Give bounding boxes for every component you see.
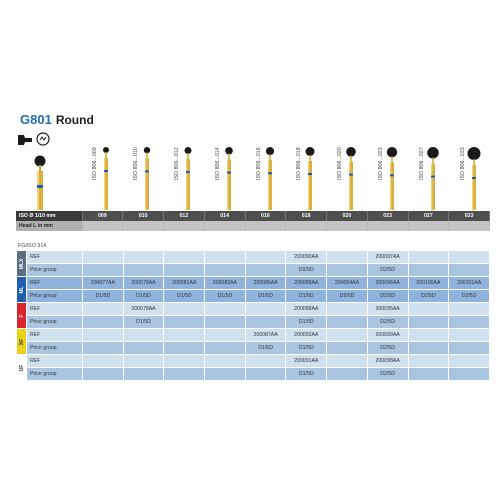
table-cell: 200087AA — [245, 329, 286, 342]
row-label: Price group — [27, 342, 83, 355]
row-label: REF — [27, 355, 83, 368]
table-cell — [327, 316, 368, 329]
table-cell — [449, 342, 490, 355]
iso-size-cell: 012 — [164, 211, 205, 221]
table-cell: D1/5D — [205, 290, 246, 303]
table-cell — [205, 342, 246, 355]
shank-icon — [16, 133, 34, 147]
head-length-cell — [449, 221, 490, 231]
iso-code-label: ISO 806...012 — [174, 147, 180, 180]
table-cell: 200101AA — [449, 277, 490, 290]
iso-code-label: ISO 806...020 — [337, 147, 344, 180]
row-label: Price group — [27, 290, 83, 303]
table-cell — [123, 251, 164, 264]
row-label: Price group — [27, 368, 83, 381]
table-cell — [327, 342, 368, 355]
reference-bur-image — [31, 155, 49, 210]
table-cell — [83, 264, 124, 277]
table-cell — [408, 264, 449, 277]
iso-code-label: ISO 806...018 — [296, 147, 303, 180]
table-cell: 200094AA — [327, 277, 368, 290]
table-cell — [123, 342, 164, 355]
table-cell — [205, 368, 246, 381]
table-cell: D1/5D — [245, 342, 286, 355]
bur-image — [221, 146, 237, 210]
table-cell — [164, 342, 205, 355]
fg-iso-label: FG/ISO 314 — [18, 243, 47, 249]
iso-code-label: ISO 806...027 — [418, 147, 425, 180]
bur-image — [180, 146, 196, 210]
table-cell: D1/5D — [286, 290, 327, 303]
table-row — [17, 290, 490, 303]
bur-image — [466, 146, 482, 210]
table-cell — [164, 368, 205, 381]
table-cell — [327, 251, 368, 264]
table-cell: 200086AA — [245, 277, 286, 290]
table-cell: 200088AA — [286, 303, 327, 316]
table-cell — [449, 303, 490, 316]
table-cell — [449, 368, 490, 381]
table-cell — [245, 303, 286, 316]
table-cell — [449, 251, 490, 264]
table-cell — [327, 303, 368, 316]
head-length-cell — [367, 221, 408, 231]
table-cell — [205, 303, 246, 316]
table-cell — [245, 251, 286, 264]
table-cell: 200098AA — [367, 355, 408, 368]
table-cell — [83, 368, 124, 381]
iso-size-cell: 020 — [327, 211, 368, 221]
table-row — [17, 355, 490, 368]
head-length-cell — [408, 221, 449, 231]
row-label: Price group — [27, 316, 83, 329]
iso-size-cell: 023 — [367, 211, 408, 221]
table-cell: D2/5D — [367, 264, 408, 277]
table-cell: D2/5D — [449, 290, 490, 303]
table-row — [17, 316, 490, 329]
table-cell: D1/5D — [83, 290, 124, 303]
iso-size-cell: 014 — [204, 211, 245, 221]
table-cell: D2/5D — [327, 290, 368, 303]
table-cell: D2/5D — [367, 316, 408, 329]
table-row — [17, 264, 490, 277]
head-length-cell — [82, 221, 123, 231]
table-cell: 200095AA — [367, 303, 408, 316]
iso-size-cell: 016 — [245, 211, 286, 221]
table-row — [17, 251, 490, 264]
grit-marker — [17, 251, 27, 277]
product-title — [20, 112, 94, 127]
table-cell: 200081AA — [164, 277, 205, 290]
row-label: Price group — [27, 264, 83, 277]
table-cell: D2/5D — [367, 368, 408, 381]
bur-image — [343, 146, 359, 210]
table-cell — [123, 329, 164, 342]
row-label: REF — [27, 329, 83, 342]
table-row — [17, 303, 490, 316]
table-cell: 200099AA — [367, 329, 408, 342]
table-cell — [408, 342, 449, 355]
table-cell — [83, 355, 124, 368]
iso-size-cell: 027 — [408, 211, 449, 221]
table-cell — [408, 355, 449, 368]
iso-size-cell: 018 — [286, 211, 327, 221]
head-length-cell — [123, 221, 164, 231]
table-cell — [245, 368, 286, 381]
row-label: REF — [27, 277, 83, 290]
table-cell — [123, 368, 164, 381]
table-cell — [449, 329, 490, 342]
iso-code-label: ISO 806...009 — [92, 147, 99, 180]
bur-image — [425, 146, 441, 210]
head-length-cell — [164, 221, 205, 231]
iso-size-cell: 033 — [449, 211, 490, 221]
row-label: REF — [27, 251, 83, 264]
iso-code-label: ISO 806...010 — [133, 147, 140, 180]
grit-marker — [17, 277, 27, 303]
table-cell: D1/5D — [123, 316, 164, 329]
table-row — [17, 368, 490, 381]
table-cell — [245, 316, 286, 329]
table-cell — [83, 251, 124, 264]
table-cell: D1/5D — [245, 290, 286, 303]
bur-image — [98, 146, 114, 210]
product-name: Round — [55, 113, 94, 127]
table-cell: D1/5D — [286, 368, 327, 381]
table-cell — [408, 368, 449, 381]
table-cell — [205, 355, 246, 368]
table-row — [17, 342, 490, 355]
head-length-label: Head L in mm — [16, 221, 82, 231]
table-cell — [83, 316, 124, 329]
ref-price-table — [16, 250, 490, 381]
table-cell — [408, 303, 449, 316]
table-cell — [83, 329, 124, 342]
table-cell: 200100AA — [408, 277, 449, 290]
table-cell: 200096AA — [367, 277, 408, 290]
table-cell — [83, 342, 124, 355]
bur-image — [384, 146, 400, 210]
table-cell — [164, 316, 205, 329]
bur-image — [302, 146, 318, 210]
table-cell — [408, 251, 449, 264]
table-cell — [123, 264, 164, 277]
table-cell — [327, 355, 368, 368]
head-length-row — [16, 221, 490, 231]
head-length-cell — [204, 221, 245, 231]
product-code: G801 — [20, 112, 52, 127]
table-cell: D1/5D — [286, 342, 327, 355]
table-cell — [327, 264, 368, 277]
table-row — [17, 277, 490, 290]
table-cell: D1/5D — [164, 290, 205, 303]
table-cell: 200078AA — [123, 303, 164, 316]
table-cell: D2/5D — [367, 342, 408, 355]
table-cell — [164, 329, 205, 342]
table-cell — [245, 264, 286, 277]
head-length-cell — [245, 221, 286, 231]
iso-code-label: ISO 806...033 — [459, 147, 466, 180]
table-cell: 200077AA — [83, 277, 124, 290]
bur-image — [262, 146, 278, 210]
table-cell: D1/5D — [286, 316, 327, 329]
grit-label: F — [18, 313, 25, 318]
table-cell — [327, 368, 368, 381]
grit-marker — [17, 355, 27, 381]
table-cell: D2/5D — [367, 290, 408, 303]
table-cell: D2/5D — [408, 290, 449, 303]
table-cell — [245, 355, 286, 368]
table-cell — [123, 355, 164, 368]
table-cell: D1/5D — [123, 290, 164, 303]
table-cell — [408, 329, 449, 342]
table-cell — [205, 329, 246, 342]
iso-size-cell: 010 — [123, 211, 164, 221]
grit-label: UF — [18, 364, 25, 371]
grit-label: XF — [18, 338, 25, 345]
iso-size-row — [16, 211, 490, 221]
iso-code-label: ISO 806...023 — [378, 147, 384, 180]
table-cell: D2/5D — [286, 264, 327, 277]
table-cell — [449, 355, 490, 368]
table-cell: 200079AA — [123, 277, 164, 290]
table-cell — [164, 264, 205, 277]
table-cell — [164, 303, 205, 316]
grit-label: ML — [18, 285, 25, 294]
table-cell — [205, 251, 246, 264]
spec-header-table — [16, 211, 490, 231]
table-cell — [449, 316, 490, 329]
table-row — [17, 329, 490, 342]
table-cell: 200090AA — [286, 251, 327, 264]
table-cell: 200089AA — [286, 277, 327, 290]
table-cell: 200097AA — [367, 251, 408, 264]
iso-code-label: ISO 806...016 — [255, 147, 262, 180]
table-cell — [408, 316, 449, 329]
table-cell — [205, 264, 246, 277]
speed-icon — [36, 132, 50, 146]
table-cell: 200092AA — [286, 329, 327, 342]
table-cell: 200083AA — [205, 277, 246, 290]
bur-image — [139, 146, 155, 210]
row-label: REF — [27, 303, 83, 316]
table-cell — [327, 329, 368, 342]
head-length-cell — [327, 221, 368, 231]
grit-label: MLX — [18, 258, 25, 269]
table-cell — [83, 303, 124, 316]
table-cell: 200091AA — [286, 355, 327, 368]
iso-size-label: ISO Ø 1/10 mm — [16, 211, 82, 221]
iso-code-label: ISO 806...014 — [214, 147, 221, 180]
table-cell — [449, 264, 490, 277]
grit-marker — [17, 303, 27, 329]
iso-size-cell: 009 — [82, 211, 123, 221]
grit-marker — [17, 329, 27, 355]
table-cell — [164, 251, 205, 264]
head-length-cell — [286, 221, 327, 231]
table-cell — [205, 316, 246, 329]
table-cell — [164, 355, 205, 368]
